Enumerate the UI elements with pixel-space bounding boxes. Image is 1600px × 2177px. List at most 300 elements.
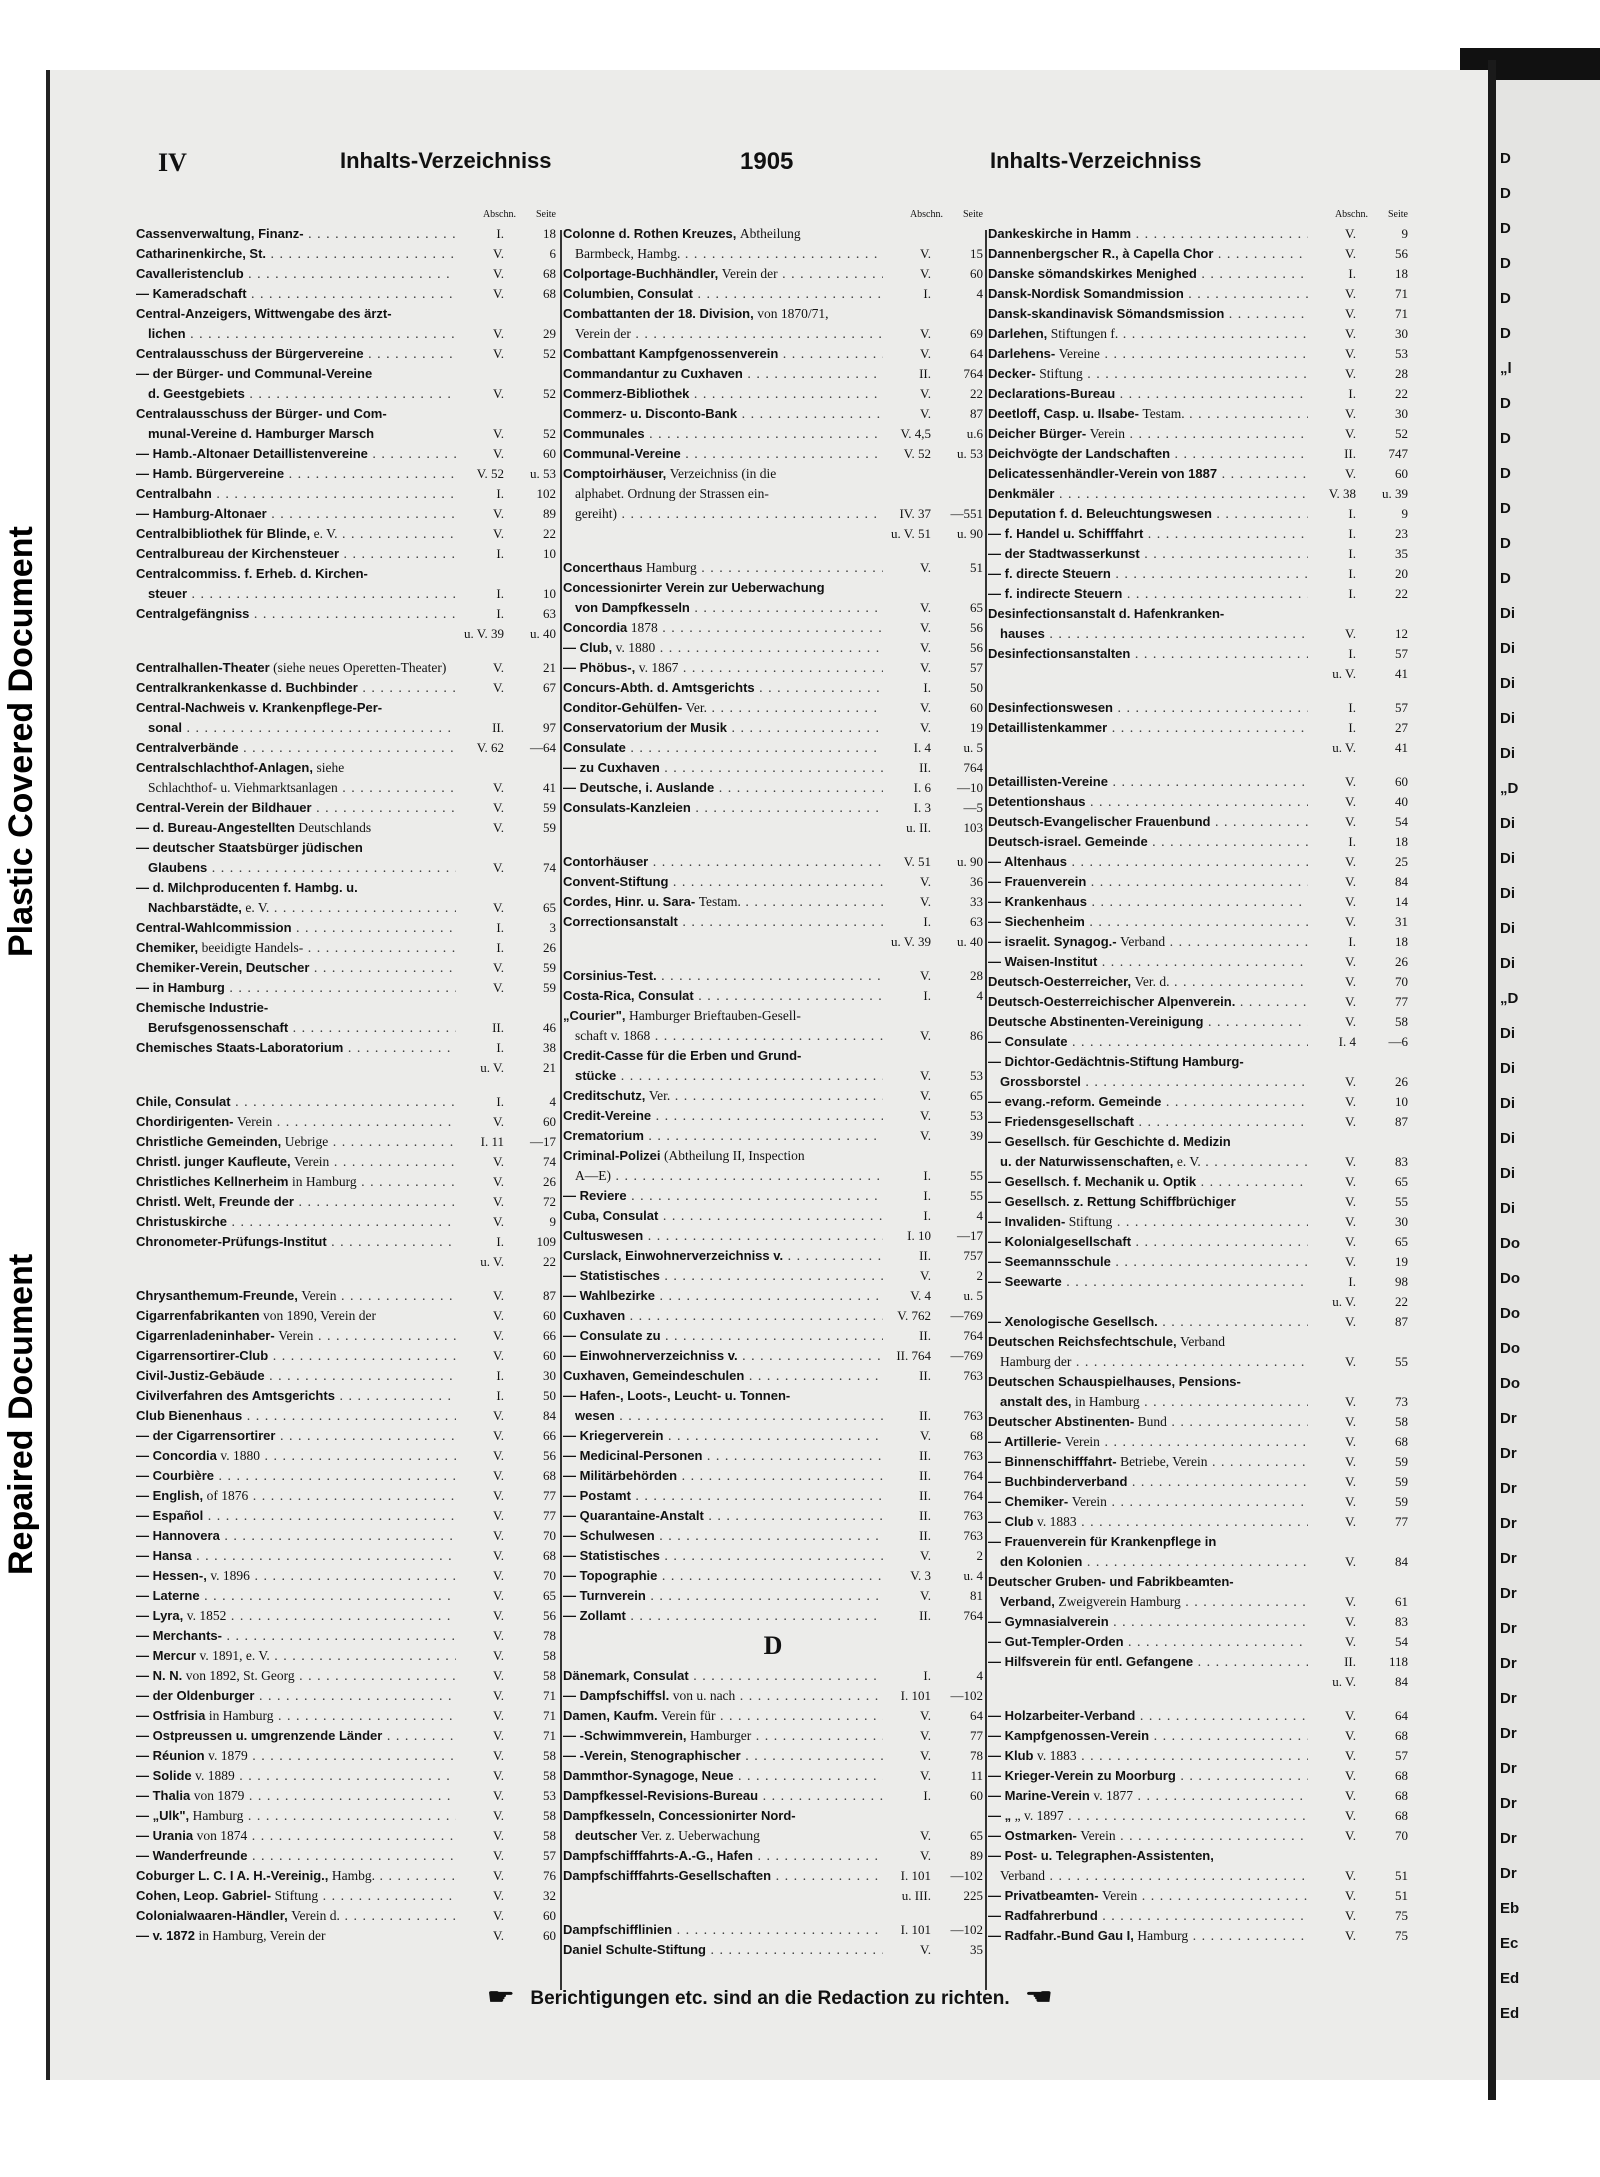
entry-bold: Decker- [988,366,1036,381]
entry-name [136,1446,456,1467]
adjacent-page-text: Dr [1500,1585,1517,1602]
adjacent-page-text: „D [1500,990,1519,1007]
page-ref: 77 [1395,1514,1408,1529]
index-entry [563,424,983,444]
section-ref: V. [493,980,504,995]
entry-bold: Centralverbände [136,740,239,755]
section-ref: V. [920,700,931,715]
page-ref: 46 [543,1020,556,1035]
index-column-2 [563,194,983,1960]
page-ref: 58 [1395,1414,1408,1429]
index-entry [136,798,556,818]
entry-bold: Deichvögte der Landschaften [988,446,1171,461]
entry-bold: — Réunion [136,1748,205,1763]
section-ref: V. [1345,1074,1356,1089]
entry-bold: Daniel Schulte-Stiftung [563,1942,706,1957]
entry-name [136,1232,456,1253]
entry-bold: Communales [563,426,645,441]
entry-name [575,1406,883,1427]
entry-name [563,224,883,245]
section-ref: I. 3 [913,800,931,815]
page-ref: 84 [543,1408,556,1423]
entry-bold: Cuba, Consulat [563,1208,659,1223]
page-ref: 32 [543,1888,556,1903]
index-entry [563,1306,983,1326]
entry-regular: Verein der [721,266,778,281]
entry-name [136,444,456,465]
page-ref: 89 [970,1848,983,1863]
section-ref: I. [496,1040,504,1055]
entry-name [563,1506,883,1527]
section-ref: V. [493,446,504,461]
entry-name [563,986,883,1007]
entry-bold: Cigarrenfabrikanten [136,1308,260,1323]
page-ref: 4 [976,286,983,301]
index-entry [563,384,983,404]
page-ref: 102 [536,486,556,501]
section-ref: V. [493,286,504,301]
section-ref: V. [493,1154,504,1169]
section-ref: V. [920,640,931,655]
page-ref: 14 [1395,894,1408,909]
index-entry [136,504,556,524]
index-entry [136,758,556,778]
page-ref: 18 [543,226,556,241]
section-ref: V. [493,1548,504,1563]
section-ref: V. [493,1748,504,1763]
index-entry [988,1472,1408,1492]
page-binding-edge [1488,60,1496,2100]
section-ref: V. [920,1588,931,1603]
section-ref: V. [493,1688,504,1703]
page-ref: 53 [970,1068,983,1083]
page-ref: 73 [1395,1394,1408,1409]
index-entry [988,852,1408,872]
entry-bold: Costa-Rica, Consulat [563,988,694,1003]
index-entry [136,404,556,424]
entry-name [136,1706,456,1727]
section-ref: V. [920,1942,931,1957]
section-ref: V. [493,1728,504,1743]
index-entry [563,1606,983,1626]
page-ref: —551 [950,506,983,521]
entry-name [988,1452,1308,1473]
page-ref: 3 [549,920,556,935]
abschnitt-header: Abschn. [482,209,516,220]
entry-name [988,1826,1308,1847]
entry-bold: — Privatbeamten- [988,1888,1099,1903]
page-ref: 52 [543,386,556,401]
section-ref: I. [1348,720,1356,735]
page-ref: 118 [1388,1654,1408,1669]
section-ref: V. [1345,1808,1356,1823]
index-entry [136,584,556,604]
index-entry [563,1046,983,1066]
page-number: IV [158,148,187,177]
adjacent-page-text: Dr [1500,1515,1517,1532]
entry-bold: Cordes, Hinr. u. Sara- [563,894,696,909]
section-ref: V. 38 [1328,486,1356,501]
index-entry [988,1906,1408,1926]
entry-regular: Verband [1120,934,1166,949]
page-ref: 60 [1395,466,1408,481]
entry-bold: Berufsgenossenschaft [148,1020,289,1035]
index-entry [136,1132,556,1152]
spacer [988,758,1408,772]
section-ref: V. [1345,326,1356,341]
entry-bold: Dammthor-Synagoge, Neue [563,1768,734,1783]
section-ref: I. [923,1788,931,1803]
entry-bold: Centralgefängniss [136,606,250,621]
section-ref: V. 762 [897,1308,931,1323]
page-ref: —6 [1388,1034,1408,1049]
index-entry [988,1492,1408,1512]
entry-bold: Danske sömandskirkes Menighed [988,266,1197,281]
section-ref: II. [919,1408,931,1423]
entry-name [136,1426,456,1447]
page-ref: 59 [1395,1494,1408,1509]
page-ref: 68 [543,266,556,281]
section-ref: u. V. [1332,740,1356,755]
page-ref: 30 [1395,406,1408,421]
section-ref: V. [493,1408,504,1423]
entry-bold: — v. 1872 [136,1928,196,1943]
entry-bold: Cohen, Leop. Gabriel- [136,1888,272,1903]
entry-bold: Glaubens [148,860,208,875]
plastic-covered-stamp [0,405,42,965]
entry-name [988,698,1308,719]
section-ref: I. [1348,546,1356,561]
entry-name [1000,624,1308,645]
section-ref: V. 51 [903,854,931,869]
entry-name [988,1032,1308,1053]
entry-name [988,1572,1308,1593]
index-entry [988,1846,1408,1866]
entry-regular: „ v. 1897 [1014,1808,1064,1823]
entry-bold: — Artillerie- [988,1434,1062,1449]
page-ref: 74 [543,1154,556,1169]
entry-name [136,244,456,265]
index-entry [563,658,983,678]
section-ref: I. [1348,386,1356,401]
entry-name [136,1306,456,1327]
index-entry [136,1172,556,1192]
entry-bold: Comptoirhäuser, [563,466,667,481]
entry-name [988,384,1308,405]
repaired-document-label: Repaired Document [2,1253,40,1575]
entry-name [563,578,883,599]
entry-regular: Verzeichniss (in die [669,466,777,481]
page-ref: 21 [543,1060,556,1075]
entry-bold: Chronometer-Prüfungs-Institut [136,1234,327,1249]
page-ref: 55 [1395,1354,1408,1369]
entry-name [988,1472,1308,1493]
index-entry [136,1252,556,1272]
entry-name [136,1346,456,1367]
page-ref: 12 [1395,626,1408,641]
index-entry [563,1286,983,1306]
entry-name [988,1192,1308,1213]
index-entry [988,1632,1408,1652]
page-ref: 63 [970,914,983,929]
section-ref: II. [919,1448,931,1463]
index-entry [563,1506,983,1526]
index-entry [563,558,983,578]
entry-bold: — Seemannsschule [988,1254,1111,1269]
entry-name [988,1012,1308,1033]
page-ref: 763 [963,1528,983,1543]
page-ref: 19 [1395,1254,1408,1269]
entry-bold: Concessionirter Verein zur Ueberwachung [563,580,825,595]
entry-bold: Christliches Kellnerheim [136,1174,289,1189]
entry-bold: Civilverfahren des Amtsgerichts [136,1388,335,1403]
entry-name [563,558,883,579]
entry-regular: Schlachthof- u. Viehmarktsanlagen [148,780,338,795]
section-ref: V. [1345,1194,1356,1209]
adjacent-page-text: D [1500,395,1511,412]
entry-regular: Verein der [575,326,631,341]
entry-name [563,1666,883,1687]
entry-name [136,1566,456,1587]
section-ref: V. [1345,346,1356,361]
entry-regular: Verband [1180,1334,1226,1349]
index-entry [988,524,1408,544]
page-ref: 71 [543,1728,556,1743]
page-ref: 58 [1395,1014,1408,1029]
entry-name [575,1826,883,1847]
page-ref: 68 [970,1428,983,1443]
section-ref: V. [920,1748,931,1763]
section-ref: V. [1345,1868,1356,1883]
index-entry [136,1326,556,1346]
section-ref: V. [920,600,931,615]
section-ref: u. V. 39 [891,934,931,949]
page-ref: 75 [1395,1908,1408,1923]
section-ref: V. [1345,894,1356,909]
entry-name [136,344,456,365]
section-ref: V. [1345,1494,1356,1509]
entry-name [563,1686,883,1707]
index-entry [136,1192,556,1212]
entry-name [988,644,1308,665]
page-ref: 68 [1395,1808,1408,1823]
entry-bold: — Kriegerverein [563,1428,664,1443]
index-entry [136,284,556,304]
entry-regular: Verband [1000,1868,1045,1883]
entry-bold: — deutscher Staatsbürger jüdischen [136,840,363,855]
section-ref: V. [493,1628,504,1643]
page-ref: 70 [543,1528,556,1543]
section-ref: V. [493,1808,504,1823]
section-ref: V. [920,560,931,575]
index-entry [136,1038,556,1058]
page-ref: 19 [970,720,983,735]
entry-name [563,304,883,325]
header-year: 1905 [740,148,794,175]
entry-name [988,1092,1308,1113]
entry-name [563,1446,883,1467]
section-ref: I. 6 [913,780,931,795]
entry-name [148,718,456,739]
index-entry [563,524,983,544]
section-ref: V. 52 [903,446,931,461]
page-ref: 78 [543,1628,556,1643]
entry-bold: — Statistisches [563,1548,660,1563]
index-entry [563,892,983,912]
entry-bold: — Postamt [563,1488,631,1503]
adjacent-page-text: Do [1500,1270,1520,1287]
entry-bold: deutscher [575,1828,638,1843]
entry-name [988,912,1308,933]
entry-bold: Christl. Welt, Freunde der [136,1194,294,1209]
page-ref: 59 [543,960,556,975]
section-ref: V. [1345,246,1356,261]
index-entry [563,986,983,1006]
page-ref: 15 [970,246,983,261]
entry-bold: — Holzarbeiter-Verband [988,1708,1136,1723]
index-entry [563,1766,983,1786]
entry-name [136,484,456,505]
index-entry [988,812,1408,832]
entry-regular: von 1879 [193,1788,245,1803]
entry-name [136,698,456,719]
entry-name [563,1386,883,1407]
section-ref: V. [493,1788,504,1803]
section-ref: V. [493,1568,504,1583]
index-entry [988,1252,1408,1272]
index-entry [563,1526,983,1546]
plastic-covered-label: Plastic Covered Document [2,526,40,957]
entry-name [136,978,456,999]
section-ref: I. [1348,526,1356,541]
entry-name [988,952,1308,973]
entry-name [563,404,883,425]
entry-bold: — English, [136,1488,204,1503]
entry-name [988,1432,1308,1453]
entry-bold: Criminal-Polizei [563,1148,661,1163]
entry-regular: Betriebe, Verein [1120,1454,1208,1469]
section-ref: V. [493,246,504,261]
index-entry [988,1612,1408,1632]
index-entry [136,938,556,958]
entry-regular: in Hamburg [208,1708,274,1723]
index-entry [136,1846,556,1866]
entry-name [988,852,1308,873]
entry-name [575,1066,883,1087]
entry-regular: Deutschlands [298,820,372,835]
section-ref: II. [919,1528,931,1543]
section-ref: V. [493,860,504,875]
section-ref: V. [493,1828,504,1843]
page-ref: 77 [1395,994,1408,1009]
entry-regular: Stiftungen f. [1050,326,1119,341]
entry-bold: Central-Verein der Bildhauer [136,800,312,815]
page-ref: 10 [543,546,556,561]
index-entry [563,852,983,872]
index-entry [136,898,556,918]
entry-bold: — Einwohnerverzeichniss v. [563,1348,738,1363]
page-ref: 50 [970,680,983,695]
section-ref: V. [1345,1748,1356,1763]
index-entry [136,1212,556,1232]
page-ref: 70 [1395,974,1408,989]
section-ref: V. 3 [910,1568,931,1583]
entry-bold: Verband, [1000,1594,1055,1609]
entry-name [136,658,456,679]
section-ref: V. [1345,1454,1356,1469]
entry-name [563,1346,883,1367]
page-ref: 59 [543,800,556,815]
entry-name [136,938,456,959]
section-ref: V. [493,960,504,975]
entry-bold: Centralausschuss der Bürgervereine [136,346,364,361]
entry-bold: — Ostmarken- [988,1828,1077,1843]
entry-bold: Credit-Vereine [563,1108,652,1123]
section-ref: V. [493,1868,504,1883]
section-ref: V. [493,426,504,441]
entry-name [136,1826,456,1847]
entry-name [136,1606,456,1627]
entry-name [136,798,456,819]
index-entry [563,638,983,658]
entry-name [563,264,883,285]
entry-bold: Deutschen Reichsfechtschule, [988,1334,1177,1349]
page-ref: 67 [543,680,556,695]
section-ref: I. [1348,586,1356,601]
section-ref: V. [1345,994,1356,1009]
index-entry [988,1746,1408,1766]
entry-bold: — Zollamt [563,1608,626,1623]
adjacent-page-text: Di [1500,745,1515,762]
page-ref: 757 [963,1248,983,1263]
page-ref: 22 [970,386,983,401]
section-ref: V. [920,246,931,261]
index-entry [563,698,983,718]
section-ref: V. [1345,1634,1356,1649]
index-column-1 [136,194,556,1946]
entry-name [988,1252,1308,1273]
page-ref: 763 [963,1368,983,1383]
section-ref: V. [493,386,504,401]
entry-bold: Centralausschuss der Bürger- und Com- [136,406,387,421]
adjacent-page-text: Di [1500,815,1515,832]
page-ref: 51 [1395,1868,1408,1883]
index-entry [988,1132,1408,1152]
page-ref: 77 [543,1508,556,1523]
adjacent-page-text: D [1500,430,1511,447]
entry-bold: Darlehens- [988,346,1056,361]
page-ref: 18 [1395,834,1408,849]
index-entry [563,364,983,384]
adjacent-page-text: Dr [1500,1620,1517,1637]
index-entry [563,1466,983,1486]
entry-name [136,1038,456,1059]
adjacent-page-text: D [1500,150,1511,167]
footer-notice: Berichtigungen etc. sind an die Redaction zu richten. [530,1988,1010,2009]
entry-name [988,224,1308,245]
page-ref: 9 [1401,226,1408,241]
section-ref: V. [1345,1768,1356,1783]
adjacent-page-text: Dr [1500,1480,1517,1497]
entry-name [575,1166,883,1187]
index-entry [136,738,556,758]
index-entry [136,858,556,878]
index-entry [988,1172,1408,1192]
entry-regular: Hamburger [690,1728,752,1743]
section-ref: V. [493,1214,504,1229]
entry-bold: Commandantur zu Cuxhaven [563,366,743,381]
entry-bold: Conservatorium der Musik [563,720,727,735]
